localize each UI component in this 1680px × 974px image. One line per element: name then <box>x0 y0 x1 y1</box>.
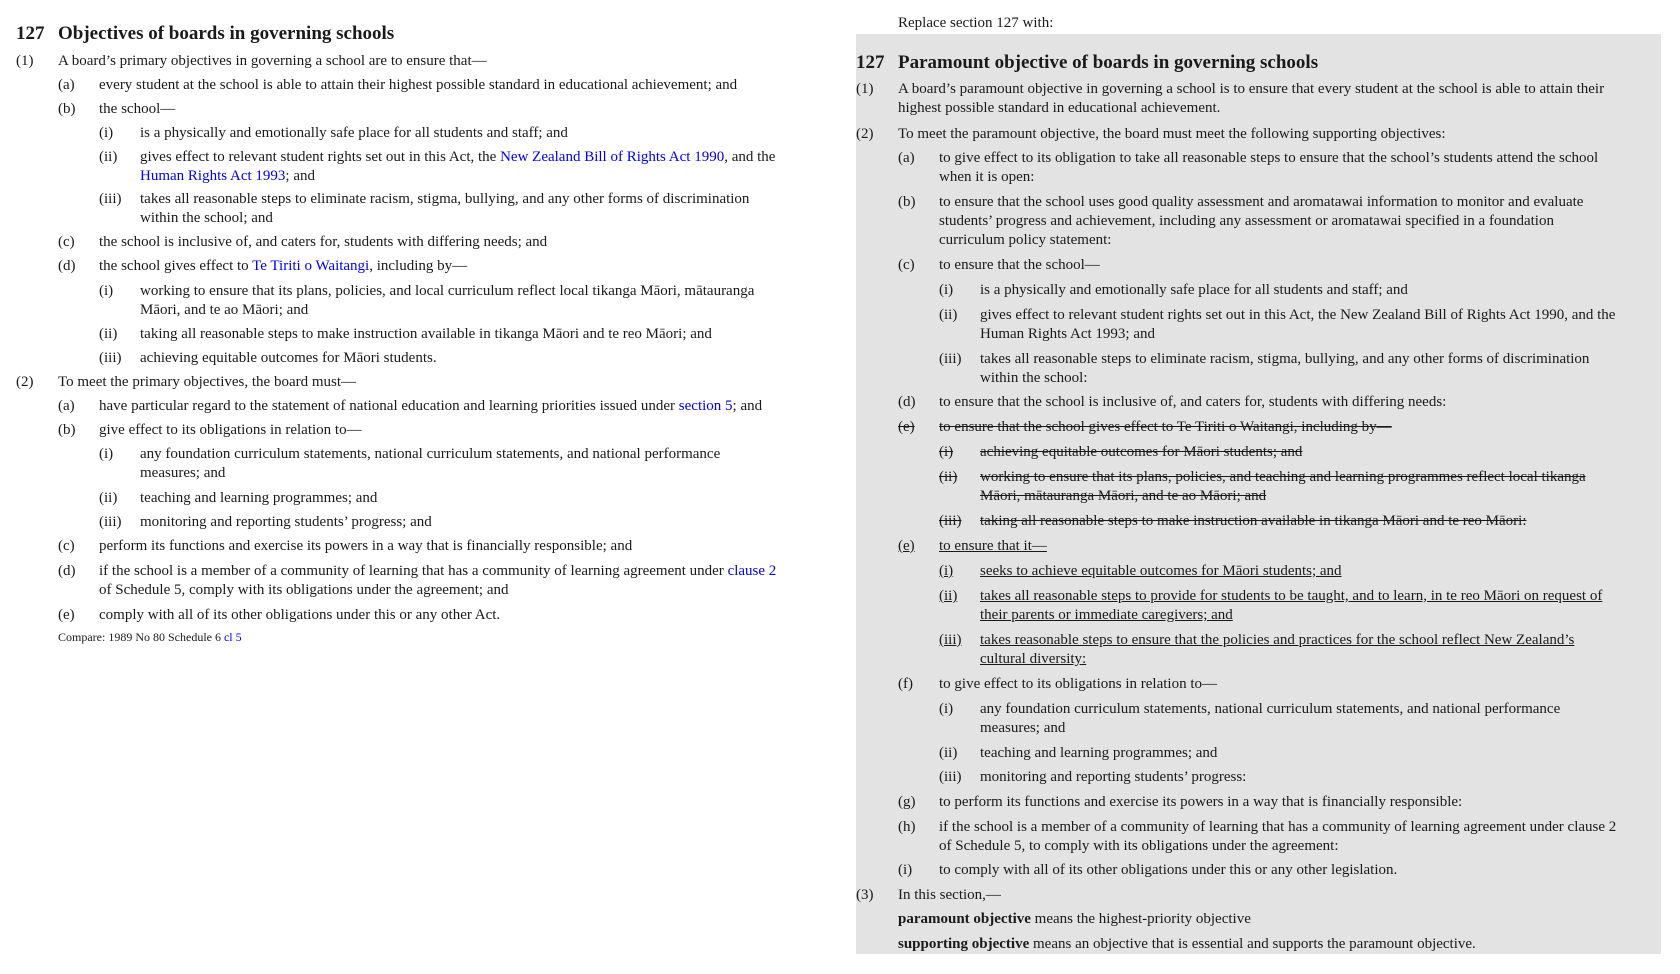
paragraph-number: (c) <box>58 538 75 554</box>
paragraph-text: the school is inclusive of, and caters for, students with differing needs; and <box>99 234 548 250</box>
subparagraph-text-continued: Human Rights Act 1993; and <box>980 326 1155 342</box>
definition-text: means an objective that is essential and supports the paramount objective. <box>1029 936 1476 952</box>
paragraph-text: to give effect to its obligation to take all reasonable steps to ensure that the school’s students attend the school <box>939 150 1599 166</box>
subparagraph-text: achieving equitable outcomes for Māori students; and <box>980 444 1303 460</box>
paragraph-number: (c) <box>58 234 75 250</box>
compare-note-text: Compare: 1989 No 80 Schedule 6 <box>58 630 224 644</box>
subsection-text: To meet the paramount objective, the board must meet the following supporting objectives: <box>898 126 1446 142</box>
subparagraph-text: working to ensure that its plans, policies, and local curriculum reflect local tikanga Māori, mātauranga <box>140 283 755 299</box>
subparagraph-text-continued: within the school: <box>980 370 1088 386</box>
paragraph-text <box>99 397 762 416</box>
subparagraph-text: gives effect to relevant student rights set out in this Act, the New Zealand Bill of Rights Act 1990, and the <box>980 307 1616 323</box>
text-run: , including by— <box>369 258 468 274</box>
section-heading <box>16 22 816 46</box>
subparagraph-text-continued: measures; and <box>140 465 226 481</box>
section-number: 127 <box>856 52 885 73</box>
human-rights-act-link[interactable]: Human Rights Act 1993 <box>140 168 286 184</box>
subparagraph-text-continued: within the school; and <box>140 210 273 226</box>
subparagraph-text-continued: cultural diversity: <box>980 651 1087 667</box>
paragraph-text <box>99 562 776 581</box>
subparagraph-text: monitoring and reporting students’ progress: <box>980 769 1247 785</box>
text-run: the school gives effect to <box>99 258 253 274</box>
paragraph-text: to ensure that the school uses good quality assessment and aromatawai information to monitor and evaluate <box>939 194 1584 210</box>
subsection-text: To meet the primary objectives, the board must— <box>58 374 357 390</box>
subparagraph-number: (ii) <box>939 745 958 761</box>
subparagraph-text: is a physically and emotionally safe place for all students and staff; and <box>140 125 568 141</box>
subparagraph-text <box>140 148 775 167</box>
subparagraph-text: takes all reasonable steps to eliminate racism, stigma, bullying, and any other forms of discrimination <box>980 351 1590 367</box>
paragraph-number: (h) <box>898 819 916 835</box>
clause-2-link[interactable]: clause 2 <box>727 563 777 579</box>
text-run: if the school is a member of a community of learning that has a community of learning agreement under <box>99 563 728 579</box>
nzbora-link[interactable]: New Zealand Bill of Rights Act 1990 <box>500 149 725 165</box>
subparagraph-text: achieving equitable outcomes for Māori students. <box>140 350 437 366</box>
text-run: , and the <box>724 149 776 165</box>
paragraph-number: (e) <box>898 538 915 554</box>
subsection-number: (2) <box>16 374 34 390</box>
subparagraph-text-continued: measures; and <box>980 720 1066 736</box>
paragraph-number: (d) <box>898 394 916 410</box>
subparagraph-number: (ii) <box>99 326 118 342</box>
paragraph-number: (c) <box>898 257 915 273</box>
subparagraph-text: seeks to achieve equitable outcomes for Māori students; and <box>980 563 1342 579</box>
subsection-number: (3) <box>856 887 874 903</box>
paragraph-text: to ensure that the school— <box>939 257 1100 273</box>
subparagraph-text: working to ensure that its plans, policies, and teaching and learning programmes reflect local tikanga <box>980 469 1586 485</box>
subparagraph-number: (ii) <box>939 588 958 604</box>
subparagraph-text-continued: Māori, mātauranga Māori, and te ao Māori; and <box>980 488 1267 504</box>
subparagraph-number: (iii) <box>939 632 962 648</box>
text-run: have particular regard to the statement of national education and learning priorities issued under <box>99 398 679 414</box>
paragraph-number: (b) <box>58 422 76 438</box>
subparagraph-number: (iii) <box>939 351 962 367</box>
paragraph-number: (e) <box>898 419 915 435</box>
subparagraph-text: any foundation curriculum statements, national curriculum statements, and national performance <box>980 701 1561 717</box>
te-tiriti-link[interactable]: Te Tiriti o Waitangi <box>252 258 370 274</box>
paragraph-text-continued: of Schedule 5, to comply with its obligations under the agreement: <box>939 838 1339 854</box>
defined-term: supporting objective <box>898 936 1030 952</box>
paragraph-text: if the school is a member of a community of learning that has a community of learning agreement under clause 2 <box>939 819 1617 835</box>
paragraph-text: to ensure that the school is inclusive of, and caters for, students with differing needs: <box>939 394 1447 410</box>
paragraph-text: to ensure that it— <box>939 538 1047 554</box>
subsection-number: (2) <box>856 126 874 142</box>
subparagraph-number: (ii) <box>99 490 118 506</box>
subparagraph-number: (i) <box>99 446 114 462</box>
section-number: 127 <box>16 23 45 44</box>
subparagraph-text-continued <box>140 167 315 186</box>
subparagraph-number: (iii) <box>99 191 122 207</box>
subparagraph-text: taking all reasonable steps to make instruction available in tikanga Māori and te reo Māori; and <box>140 326 712 342</box>
paragraph-number: (d) <box>58 258 76 274</box>
paragraph-text: give effect to its obligations in relation to— <box>99 422 362 438</box>
paragraph-text: comply with all of its other obligations under this or any other Act. <box>99 607 501 623</box>
paragraph-text: every student at the school is able to attain their highest possible standard in educational achievement; and <box>99 77 738 93</box>
compare-cl5-link[interactable]: cl 5 <box>223 630 242 644</box>
subparagraph-text: teaching and learning programmes; and <box>980 745 1218 761</box>
subparagraph-number: (iii) <box>939 513 962 529</box>
subparagraph-number: (iii) <box>99 350 122 366</box>
subparagraph-text: takes all reasonable steps to eliminate racism, stigma, bullying, and any other forms of discrimination <box>140 191 750 207</box>
subsection-text: A board’s primary objectives in governing a school are to ensure that— <box>58 53 487 69</box>
subparagraph-text: any foundation curriculum statements, national curriculum statements, and national performance <box>140 446 721 462</box>
paragraph-number: (f) <box>898 676 913 692</box>
definition-paramount-objective <box>898 910 1661 929</box>
paragraph-text-continued: students’ progress and achievement, including any assessment or aromatawai specified in a foundation <box>939 213 1554 229</box>
section-5-link[interactable]: section 5 <box>678 398 733 414</box>
section-title: Objectives of boards in governing schools <box>58 23 395 44</box>
subparagraph-text: is a physically and emotionally safe place for all students and staff; and <box>980 282 1408 298</box>
paragraph-number: (a) <box>58 77 75 93</box>
replace-instruction: Replace section 127 with: <box>898 15 1054 31</box>
paragraph-text-continued: when it is open: <box>939 169 1035 185</box>
subparagraph-number: (i) <box>99 283 114 299</box>
subparagraph-number: (i) <box>99 125 114 141</box>
text-run: ; and <box>285 168 315 184</box>
subparagraph-number: (i) <box>939 701 954 717</box>
subparagraph-number: (iii) <box>99 514 122 530</box>
subparagraph-number: (ii) <box>939 469 958 485</box>
paragraph-text: to give effect to its obligations in relation to— <box>939 676 1218 692</box>
text-run: gives effect to relevant student rights set out in this Act, the <box>140 149 501 165</box>
paragraph-text-continued: of Schedule 5, comply with its obligations under the agreement; and <box>99 582 509 598</box>
paragraph-number: (a) <box>58 398 75 414</box>
paragraph-text: to ensure that the school gives effect to Te Tiriti o Waitangi, including by— <box>939 419 1392 435</box>
subsection-text: In this section,— <box>898 887 1001 903</box>
subsection-number: (1) <box>856 81 874 97</box>
paragraph-text: perform its functions and exercise its powers in a way that is financially responsible; and <box>99 538 633 554</box>
paragraph-number: (e) <box>58 607 75 623</box>
paragraph-number: (b) <box>898 194 916 210</box>
subsection-text-continued: highest possible standard in educational achievement. <box>898 100 1221 116</box>
paragraph-number: (b) <box>58 101 76 117</box>
subparagraph-text: taking all reasonable steps to make instruction available in tikanga Māori and te reo Māori: <box>980 513 1527 529</box>
subparagraph-number: (ii) <box>99 149 118 165</box>
subparagraph-number: (i) <box>939 563 954 579</box>
definition-text: means the highest-priority objective <box>1030 911 1251 927</box>
text-run: ; and <box>732 398 763 414</box>
paragraph-text-continued: curriculum policy statement: <box>939 232 1112 248</box>
paragraph-text: the school— <box>99 101 176 117</box>
compare-note <box>58 629 818 645</box>
paragraph-number: (g) <box>898 794 916 810</box>
definition-supporting-objective <box>898 935 1661 954</box>
subparagraph-text-continued: their parents or immediate caregivers; and <box>980 607 1233 623</box>
subsection-text: A board’s paramount objective in governing a school is to ensure that every student at the school is able to attain their <box>898 81 1605 97</box>
subparagraph-text: takes reasonable steps to ensure that the policies and practices for the school reflect New Zealand’s <box>980 632 1575 648</box>
paragraph-text: to comply with all of its other obligations under this or any other legislation. <box>939 862 1398 878</box>
subparagraph-number: (ii) <box>939 307 958 323</box>
subparagraph-text: takes all reasonable steps to provide for students to be taught, and to learn, in te reo Māori on request of <box>980 588 1603 604</box>
subsection-number: (1) <box>16 53 34 69</box>
section-title: Paramount objective of boards in governing schools <box>898 52 1319 73</box>
paragraph-text <box>99 257 467 276</box>
paragraph-number: (d) <box>58 563 76 579</box>
paragraph-number: (i) <box>898 862 913 878</box>
subparagraph-text: teaching and learning programmes; and <box>140 490 378 506</box>
defined-term: paramount objective <box>898 911 1031 927</box>
subparagraph-number: (i) <box>939 282 954 298</box>
subparagraph-text: monitoring and reporting students’ progress; and <box>140 514 432 530</box>
paragraph-number: (a) <box>898 150 915 166</box>
subparagraph-number: (i) <box>939 444 954 460</box>
section-heading <box>856 51 1661 75</box>
paragraph-text: to perform its functions and exercise its powers in a way that is financially responsible: <box>939 794 1463 810</box>
subparagraph-number: (iii) <box>939 769 962 785</box>
subparagraph-text-continued: Māori, and te ao Māori; and <box>140 302 309 318</box>
